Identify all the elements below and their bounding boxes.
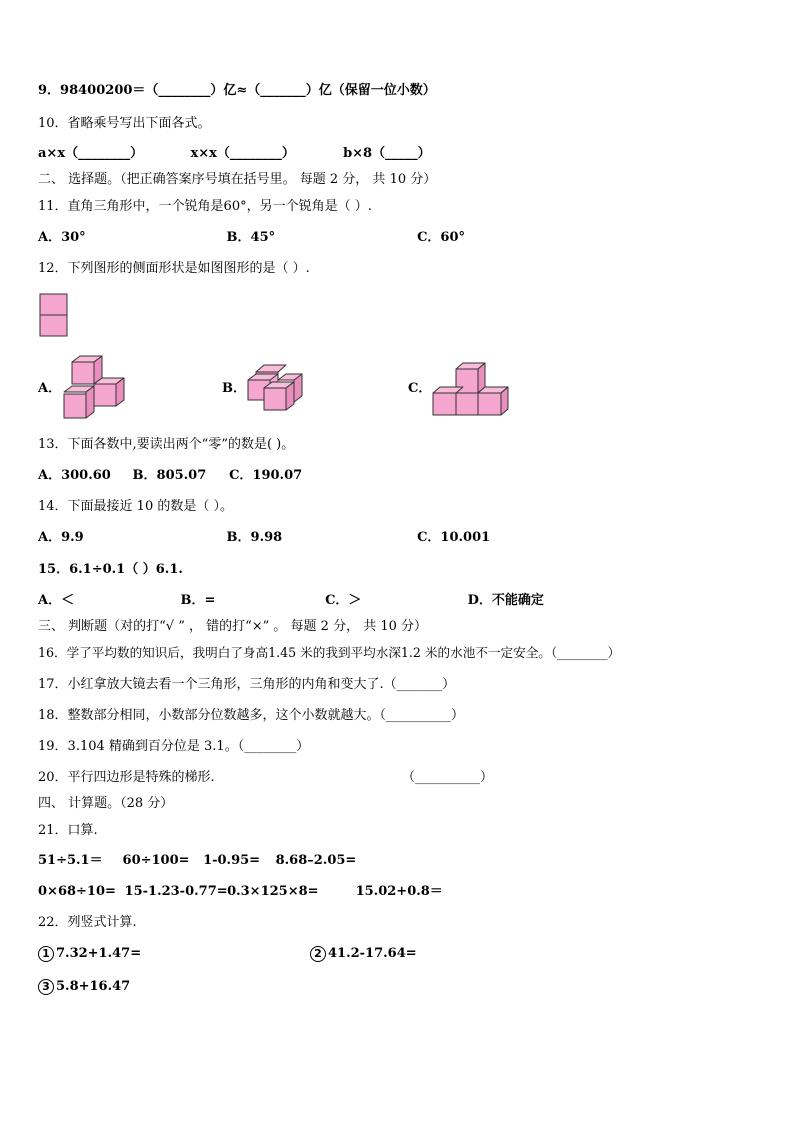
q11-option-b: B．45°: [226, 230, 276, 245]
circled-number-3: 3: [38, 979, 54, 995]
q13-option-a: A．300.60: [38, 468, 111, 483]
question-18: 18．整数部分相同，小数部分位数越多，这个小数就越大。（__________）: [38, 708, 465, 723]
q13-option-b: B．805.07: [132, 468, 207, 483]
q21-r1-c2: 60÷100=: [122, 853, 190, 868]
q22-expr-1: 7.32+1.47=: [56, 946, 142, 961]
question-10-title: 10．省略乘号写出下面各式。: [38, 116, 211, 131]
section-3-title: 三、 判断题（对的打“√ ” ， 错的打“×” 。 每题 2 分， 共 10 分）: [38, 619, 428, 634]
q21-row-2: [38, 884, 443, 900]
q15-option-d: D．不能确定: [467, 593, 544, 608]
q22-item-3: [38, 979, 130, 995]
question-13-stem: 13．下面各数中,要读出两个“零”的数是( )。: [38, 437, 295, 452]
question-15-options: [38, 593, 544, 609]
q21-r1-c3: 1-0.95=: [203, 853, 261, 868]
question-14-options: [38, 530, 490, 546]
option-c-cubes: [430, 360, 514, 418]
q10-item-1: a×x（________）: [38, 146, 144, 161]
q22-item-2: [310, 946, 417, 962]
q21-r2-c2: 15-1.23-0.77=: [124, 884, 228, 899]
question-19: 19．3.104 精确到百分位是 3.1。（________）: [38, 739, 310, 754]
q15-option-a: A．＜: [38, 593, 75, 608]
section-4-title: 四、 计算题。（28 分）: [38, 796, 174, 811]
q10-item-2: x×x（________）: [190, 146, 295, 161]
q21-r1-c1: 51÷5.1＝: [38, 853, 103, 868]
question-15-stem: 15．6.1÷0.1（ ）6.1.: [38, 562, 183, 577]
question-11-stem: 11．直角三角形中，一个锐角是60°，另一个锐角是（ ）.: [38, 199, 372, 214]
q13-option-c: C．190.07: [229, 468, 303, 483]
question-16: 16．学了平均数的知识后，我明白了身高1.45 米的我到平均水深1.2 米的水池不一定安全。（________）: [38, 645, 621, 660]
q14-option-a: A．9.9: [38, 530, 84, 545]
question-12-stem: 12．下列图形的侧面形状是如图图形的是（ ）.: [38, 261, 310, 276]
q21-r2-c3: 0.3×125×8=: [227, 884, 319, 899]
q11-option-c: C．60°: [417, 230, 466, 245]
question-9: 9．98400200＝（________）亿≈（_______）亿（保留一位小数）: [38, 83, 436, 98]
q14-option-b: B．9.98: [226, 530, 283, 545]
question-13-options: [38, 468, 302, 484]
q12-option-c: C．: [408, 381, 432, 396]
q15-option-c: C．＞: [325, 593, 362, 608]
q21-r2-c1: 0×68÷10=: [38, 884, 116, 899]
q21-row-1: [38, 853, 356, 869]
q11-option-a: A．30°: [38, 230, 86, 245]
question-20: [38, 770, 215, 786]
question-17: 17．小红拿放大镜去看一个三角形，三角形的内角和变大了.（_______）: [38, 677, 456, 692]
q10-item-3: b×8（_____）: [343, 146, 431, 161]
q14-option-c: C．10.001: [417, 530, 491, 545]
circled-number-2: 2: [310, 946, 326, 962]
option-a-cubes: [60, 352, 130, 422]
q20-blank: （__________）: [402, 770, 494, 785]
q22-expr-2: 41.2-17.64=: [328, 946, 417, 961]
question-11-options: [38, 230, 465, 246]
q12-option-b: B．: [222, 381, 246, 396]
q12-option-a: A．: [38, 381, 62, 396]
reference-shape: [39, 293, 69, 339]
question-10-items: [38, 146, 431, 162]
q15-option-b: B．=: [180, 593, 216, 608]
q22-item-1: [38, 946, 141, 962]
q20-statement: 20．平行四边形是特殊的梯形.: [38, 770, 215, 785]
option-b-cubes: [246, 362, 308, 414]
question-14-stem: 14．下面最接近 10 的数是（ ）。: [38, 499, 233, 514]
section-2-title: 二、 选择题。（把正确答案序号填在括号里。 每题 2 分， 共 10 分）: [38, 172, 437, 187]
q21-r1-c4: 8.68–2.05=: [275, 853, 357, 868]
q21-r2-c4: 15.02+0.8＝: [355, 884, 443, 899]
question-21-title: 21．口算.: [38, 823, 98, 838]
question-22-title: 22．列竖式计算.: [38, 915, 137, 930]
q22-expr-3: 5.8+16.47: [56, 979, 131, 994]
circled-number-1: 1: [38, 946, 54, 962]
